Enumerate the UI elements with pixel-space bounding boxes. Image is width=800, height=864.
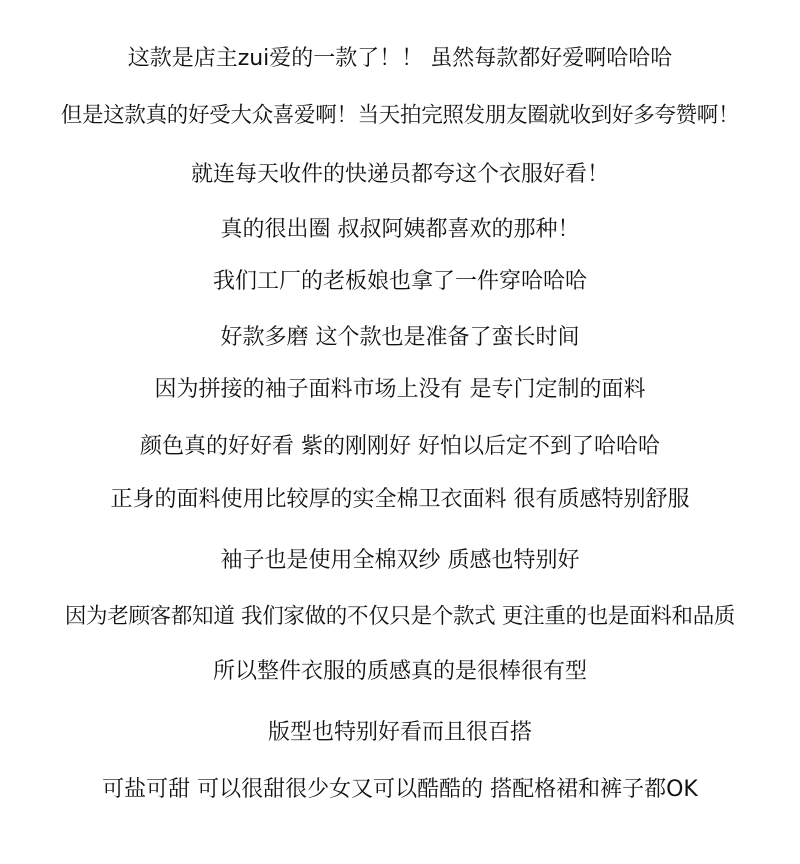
text-line-6: 好款多磨 这个款也是准备了蛮长时间	[220, 325, 580, 350]
text-line-3: 就连每天收件的快递员都夸这个衣服好看！	[190, 162, 609, 187]
text-line-10: 袖子也是使用全棉双纱 质感也特别好	[220, 548, 580, 573]
text-line-14: 可盐可甜 可以很甜很少女又可以酷酷的 搭配格裙和裤子都OK	[102, 777, 698, 802]
text-line-2: 但是这款真的好受大众喜爱啊！当天拍完照发朋友圈就收到好多夸赞啊！	[60, 103, 740, 128]
text-line-13: 版型也特别好看而且很百搭	[267, 720, 532, 745]
text-line-4: 真的很出圈 叔叔阿姨都喜欢的那种！	[220, 217, 580, 242]
text-line-8: 颜色真的好好看 紫的刚刚好 好怕以后定不到了哈哈哈	[140, 434, 660, 459]
text-line-12: 所以整件衣服的质感真的是很棒很有型	[212, 659, 587, 684]
text-line-5: 我们工厂的老板娘也拿了一件穿哈哈哈	[212, 269, 587, 294]
text-line-7: 因为拼接的袖子面料市场上没有 是专门定制的面料	[154, 377, 646, 402]
text-line-9: 正身的面料使用比较厚的实全棉卫衣面料 很有质感特别舒服	[110, 487, 690, 512]
text-line-11: 因为老顾客都知道 我们家做的不仅只是个款式 更注重的也是面料和品质	[64, 604, 736, 629]
text-line-1: 这款是店主zui爱的一款了！！ 虽然每款都好爱啊哈哈哈	[127, 46, 673, 71]
